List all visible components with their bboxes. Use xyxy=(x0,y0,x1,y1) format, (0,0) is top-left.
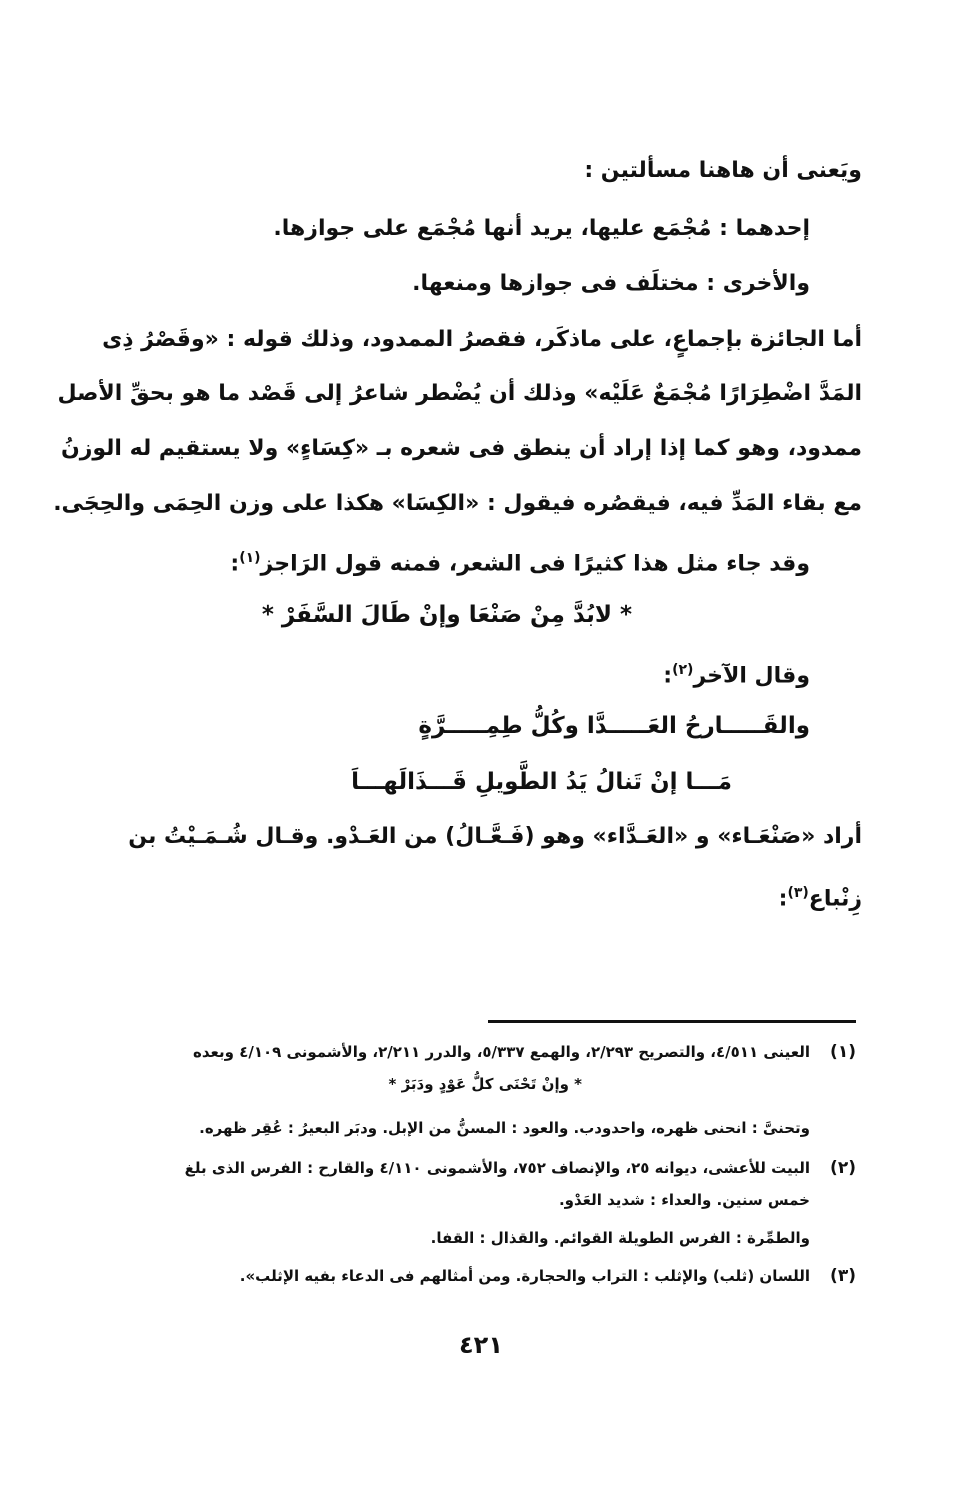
footnote-ref-3: (٣) xyxy=(787,885,809,901)
colon-2: : xyxy=(663,663,673,689)
colon-1: : xyxy=(230,551,240,577)
footnote-1-line-2: * وإنْ تَحْنَى كلُّ عَوْدٍ ودَبَرْ * xyxy=(388,1075,582,1093)
footnote-1-number: (١) xyxy=(830,1042,856,1062)
body-line-7: مع بقاء المَدِّ فيه، فيقصُره فيقول : «الكِسَا» هكذا على وزن الحِمَى والحِجَى. xyxy=(53,491,862,516)
body-line-5: المَدَّ اضْطِرَارًا مُجْمَعٌ عَلَيْه» وذلك أن يُضْطر شاعرُ إلى قَصْد ما هو بحقِّ الأصل xyxy=(57,381,862,406)
body-line-3: والأخرى : مختلَف فى جوازها ومنعها. xyxy=(412,271,810,296)
body-line-2: إحدهما : مُجْمَع عليها، يريد أنها مُجْمَع على جوازها. xyxy=(273,216,810,241)
body-line-8-text: وقد جاء مثل هذا كثيرًا فى الشعر، فمنه قول الرَاجز xyxy=(260,551,810,577)
verse-2-first-hemistich: والقَـــــارحُ العَـــــدَّا وكُلُّ طِمِـــــرَّةٍ xyxy=(418,713,810,739)
body-line-11-text: زِنْباع xyxy=(808,886,862,912)
footnote-1-line-1: العينى ٤/٥١١، والتصريح ٢/٢٩٣، والهمع ٥/٣٣٧، والدرر ٢/٢١١، والأشمونى ٤/١٠٩ وبعده xyxy=(193,1043,810,1061)
body-line-8 xyxy=(230,541,810,581)
body-line-6: ممدود، وهو كما إذا إراد أن ينطق فى شعره بـ «كِسَاءٍ» ولا يستقيم له الوزنُ xyxy=(60,436,862,461)
colon-3: : xyxy=(778,886,788,912)
footnote-separator xyxy=(488,1020,856,1023)
body-line-10: أراد «صَنْعَـاء» و «العَـدَّاء» وهو (فَـعَّـالُ) من العَـدْو. وقـال شُـمَـيْتُ بن xyxy=(128,824,862,849)
verse-1: * لابُدَّ مِنْ صَنْعَا وإنْ طَالَ السَّفَرْ * xyxy=(261,602,632,628)
footnote-ref-1: (١) xyxy=(239,550,261,566)
footnote-2-number: (٢) xyxy=(830,1158,856,1178)
footnote-1-line-3: وتحنىَّ : انحنى ظهره، واحدودب. والعود : المسنُّ من الإبل. ودبَر البعيرُ : عُقِر ظهره. xyxy=(199,1119,810,1137)
body-line-9 xyxy=(663,653,810,693)
body-line-4: أما الجائزة بإجماعٍ، على ماذكَر، فقصرُ الممدود، وذلك قوله : «وقَصْرُ ذِى xyxy=(102,327,862,352)
body-line-11 xyxy=(779,876,862,916)
footnote-2-line-1: البيت للأعشى، ديوانه ٢٥، والإنصاف ٧٥٢، والأشمونى ٤/١١٠ والقارح : الفرس الذى بلغ xyxy=(184,1159,810,1177)
verse-2-second-hemistich: مَـــا إنْ تَنالُ يَدُ الطَّويلِ قَـــذَالَهـــاَ xyxy=(351,769,732,795)
footnote-ref-2: (٢) xyxy=(672,662,694,678)
footnote-3-number: (٣) xyxy=(830,1266,856,1286)
body-line-9-text: وقال الآخر xyxy=(693,663,810,689)
body-line-1: ويَعنى أن هاهنا مسألتين : xyxy=(584,158,862,183)
footnote-3-line-1: اللسان (ثلب) والإثلب : التراب والحجارة. ومن أمثالهم فى الدعاء بفيه الإثلب». xyxy=(239,1267,810,1285)
footnote-2-line-2: خمس سنين. والعداء : شديد العَدْو. xyxy=(558,1191,810,1209)
page-number: ٤٢١ xyxy=(459,1331,503,1359)
footnote-2-line-3: والطمِّرة : الفرس الطويلة القوائم. والقذال : القفا. xyxy=(430,1229,810,1247)
